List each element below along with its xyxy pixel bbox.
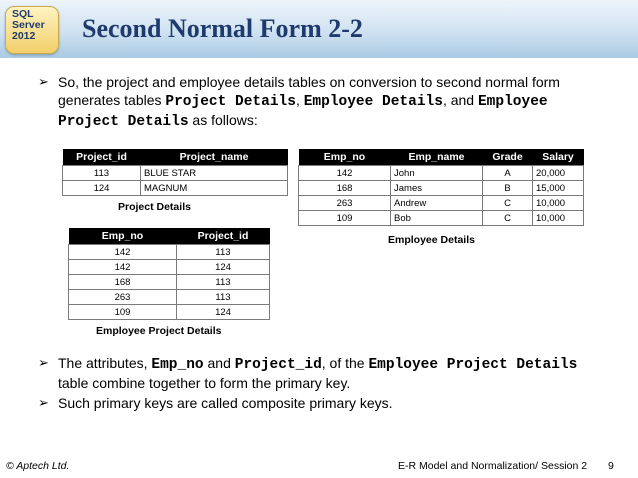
table-cell: 113 bbox=[177, 290, 270, 305]
table-cell: 10,000 bbox=[533, 211, 584, 226]
bullet-1-part1: So, the project and employee details tables on conversion to second normal form generates tables bbox=[58, 74, 560, 108]
table-cell: 142 bbox=[69, 260, 177, 275]
bullet-2-text bbox=[58, 354, 598, 392]
bullet-arrow-icon: ➢ bbox=[38, 395, 49, 410]
table-cell: 263 bbox=[69, 290, 177, 305]
table-cell: 113 bbox=[177, 275, 270, 290]
bullet-2 bbox=[38, 354, 618, 390]
column-header: Salary bbox=[533, 149, 584, 166]
table-row bbox=[299, 181, 584, 196]
table-cell: James bbox=[391, 181, 483, 196]
logo-line-2: Server bbox=[12, 19, 45, 31]
column-header: Project_name bbox=[141, 149, 288, 166]
table-row bbox=[63, 181, 288, 196]
bullet-arrow-icon: ➢ bbox=[38, 74, 49, 89]
column-header: Grade bbox=[483, 149, 533, 166]
table-row bbox=[299, 166, 584, 181]
table-cell: 142 bbox=[299, 166, 391, 181]
table-cell: 15,000 bbox=[533, 181, 584, 196]
table-cell: 109 bbox=[299, 211, 391, 226]
column-header: Project_id bbox=[63, 149, 141, 166]
table-cell: 263 bbox=[299, 196, 391, 211]
table-cell: 113 bbox=[177, 245, 270, 260]
table-cell: C bbox=[483, 211, 533, 226]
column-header: Emp_no bbox=[299, 149, 391, 166]
employee-details-table bbox=[298, 149, 584, 226]
table-cell: A bbox=[483, 166, 533, 181]
code-emp-no: Emp_no bbox=[151, 357, 204, 373]
column-header: Emp_no bbox=[69, 228, 177, 245]
bullet-2-part2: table combine together to form the primary key. bbox=[58, 375, 351, 391]
project-details-table bbox=[62, 149, 288, 196]
table-cell: 168 bbox=[69, 275, 177, 290]
table-row bbox=[69, 305, 270, 320]
table-row bbox=[69, 260, 270, 275]
code-employee-details: Employee Details bbox=[303, 94, 443, 110]
column-header: Project_id bbox=[177, 228, 270, 245]
footer-session: E-R Model and Normalization/ Session 2 bbox=[398, 460, 588, 472]
slide-title: Second Normal Form 2-2 bbox=[82, 14, 363, 43]
slide-header bbox=[0, 0, 638, 58]
table-cell: 10,000 bbox=[533, 196, 584, 211]
table-cell: 124 bbox=[63, 181, 141, 196]
table-row bbox=[63, 166, 288, 181]
table-cell: BLUE STAR bbox=[141, 166, 288, 181]
bullet-1 bbox=[38, 73, 618, 130]
employee-project-details-table bbox=[68, 228, 270, 320]
project-details-caption: Project Details bbox=[118, 201, 191, 213]
sql-server-logo bbox=[5, 6, 59, 54]
bullet-3-text: Such primary keys are called composite primary keys. bbox=[58, 395, 393, 411]
bullet-2-part1: The attributes, bbox=[58, 355, 152, 371]
table-cell: Andrew bbox=[391, 196, 483, 211]
bullet-3 bbox=[38, 394, 618, 412]
code-employee-project-details: Employee Project Details bbox=[58, 94, 548, 130]
bullet-2-sep1: and bbox=[203, 355, 235, 371]
bullet-1-text bbox=[58, 73, 598, 131]
bullet-1-sep1: , bbox=[295, 92, 304, 108]
table-header-row bbox=[63, 149, 288, 166]
table-cell: 20,000 bbox=[533, 166, 584, 181]
table-cell: John bbox=[391, 166, 483, 181]
column-header: Emp_name bbox=[391, 149, 483, 166]
employee-details-caption: Employee Details bbox=[388, 234, 475, 246]
bullet-arrow-icon: ➢ bbox=[38, 355, 49, 370]
code-project-details: Project Details bbox=[165, 94, 296, 110]
table-row bbox=[299, 196, 584, 211]
footer-page-number: 9 bbox=[608, 460, 614, 472]
table-row bbox=[69, 290, 270, 305]
bullet-1-part2: as follows: bbox=[188, 112, 258, 128]
table-cell: 124 bbox=[177, 305, 270, 320]
table-cell: MAGNUM bbox=[141, 181, 288, 196]
table-cell: 113 bbox=[63, 166, 141, 181]
table-header-row bbox=[69, 228, 270, 245]
employee-project-details-caption: Employee Project Details bbox=[96, 325, 222, 337]
code-project-id: Project_id bbox=[234, 357, 322, 373]
logo-line-1: SQL bbox=[12, 8, 34, 20]
table-row bbox=[299, 211, 584, 226]
table-cell: 142 bbox=[69, 245, 177, 260]
bullet-1-sep2: , and bbox=[442, 92, 478, 108]
table-row bbox=[69, 245, 270, 260]
table-cell: C bbox=[483, 196, 533, 211]
logo-line-3: 2012 bbox=[12, 30, 36, 42]
table-cell: 124 bbox=[177, 260, 270, 275]
table-cell: 168 bbox=[299, 181, 391, 196]
table-cell: B bbox=[483, 181, 533, 196]
footer-copyright: © Aptech Ltd. bbox=[6, 460, 70, 472]
code-employee-project-details: Employee Project Details bbox=[368, 357, 578, 373]
table-cell: Bob bbox=[391, 211, 483, 226]
table-cell: 109 bbox=[69, 305, 177, 320]
table-row bbox=[69, 275, 270, 290]
table-header-row bbox=[299, 149, 584, 166]
bullet-2-sep2: , of the bbox=[321, 355, 369, 371]
